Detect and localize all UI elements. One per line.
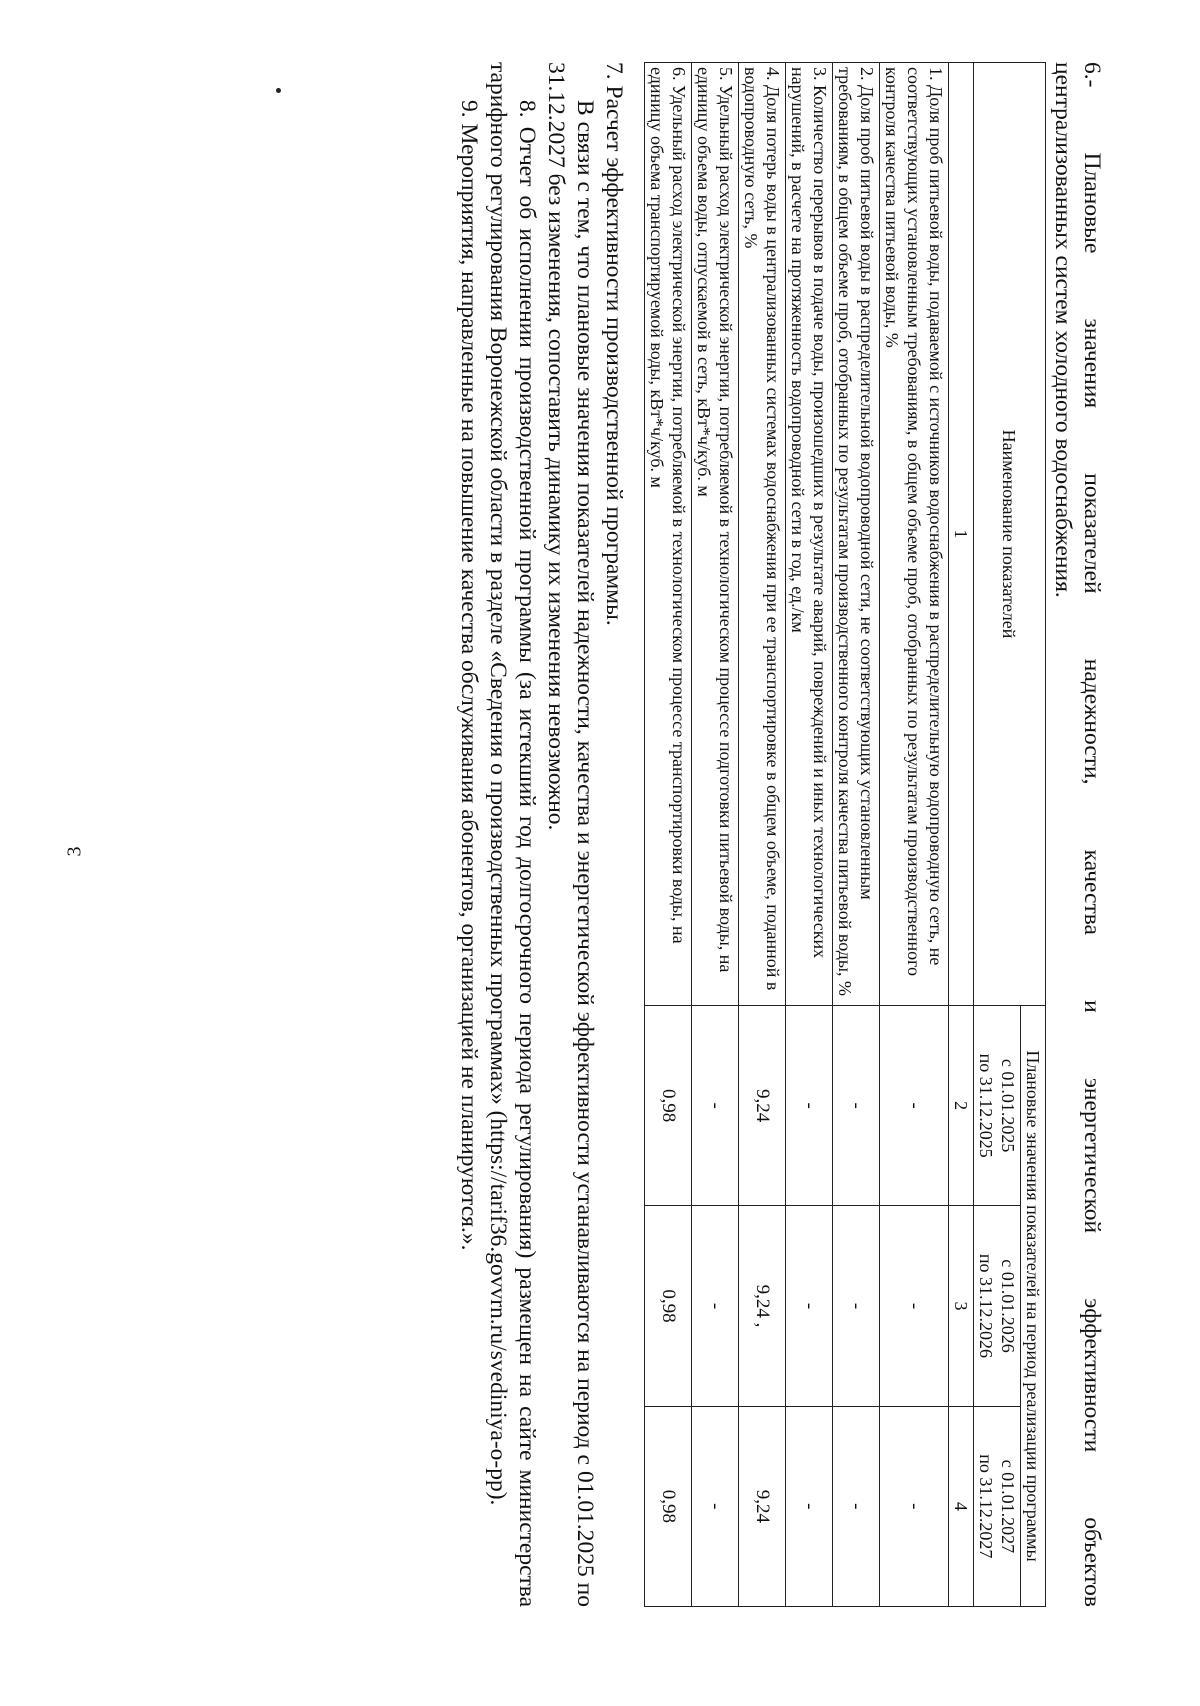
indicator-value: - — [786, 1206, 833, 1406]
indicator-value: - — [833, 1406, 880, 1606]
indicator-value: 9,24 — [739, 1006, 786, 1206]
indicator-name: 3. Количество перерывов в подаче воды, произошедших в результате аварий, повреждений и иных технологических нарушений, в расчете на протяженность водопроводной сети в год, ед./км — [786, 63, 833, 1006]
indicator-value: 9,24 — [739, 1406, 786, 1606]
paragraph-7-title: 7. Расчет эффективности производственной программы. — [601, 62, 627, 626]
table-row — [833, 63, 880, 1607]
page-number: 3 — [63, 846, 86, 857]
paragraph-7-body: В связи с тем, что плановые значения показателей надежности, качества и энергетической эффективности устанавливаются на период с 01.01.2025 по 31.12.2027 без изменения, сопоставить динамику их изменения невозможно. — [543, 62, 598, 1607]
column-number: 2 — [949, 1006, 974, 1206]
period-header: с 01.01.2027 по 31.12.2027 — [974, 1406, 1021, 1606]
indicator-value: 9,24 , — [739, 1206, 786, 1406]
table-row — [692, 63, 739, 1607]
indicator-value: - — [692, 1006, 739, 1206]
period-header: с 01.01.2025 по 31.12.2025 — [974, 1006, 1021, 1206]
indicator-value: - — [692, 1206, 739, 1406]
indicator-value: - — [880, 1006, 949, 1206]
indicator-value: 0,98 — [645, 1006, 692, 1206]
column-number: 1 — [949, 63, 974, 1006]
indicator-name: 2. Доля проб питьевой воды в распределительной водопроводной сети, не соответствующих установленным требованиям, в общем объеме проб, отобранных по результатам производственного контроля качества питьевой воды, % — [833, 63, 880, 1006]
column-number: 4 — [949, 1406, 974, 1606]
indicators-table — [644, 62, 1046, 1607]
indicator-value: - — [786, 1406, 833, 1606]
indicator-value: - — [880, 1206, 949, 1406]
indicator-value: 0,98 — [645, 1406, 692, 1606]
table-row — [880, 63, 949, 1607]
indicator-value: 0,98 — [645, 1206, 692, 1406]
indicator-value: - — [880, 1406, 949, 1606]
section-heading: 6.- Плановые значения показателей надежности, качества и энергетической эффективности объектов — [1079, 62, 1105, 1607]
paragraph-9: 9. Мероприятия, направленные на повышение качества обслуживания абонентов, организацией не планируются.». — [456, 100, 482, 1251]
table-row — [739, 63, 786, 1607]
table-row — [645, 63, 692, 1607]
indicator-value: - — [692, 1406, 739, 1606]
indicator-name: 5. Удельный расход электрической энергии, потребляемой в технологическом процессе подготовки питьевой воды, на единицу объема воды, отпускаемой в сеть, кВт*ч/куб. м — [692, 63, 739, 1006]
table-row — [786, 63, 833, 1607]
paragraph-8: 8. Отчет об исполнении производственной программы (за истекший год долгосрочного периода регулирования) размещен на сайте министерства тарифного регулирования Воронежской области в разделе «Сведения о производственных программах» (https://tarif36.govvrn.ru/svediniya-o-pp). — [485, 62, 540, 1607]
period-header: с 01.01.2026 по 31.12.2026 — [974, 1206, 1021, 1406]
indicator-value: - — [833, 1006, 880, 1206]
rotated-page-content — [8, 0, 1108, 1660]
plan-values-header: Плановые значения показателей на период реализации программы — [1021, 1006, 1046, 1607]
section-heading-continuation: централизованных систем холодного водоснабжения. — [1050, 62, 1076, 598]
indicator-name: 6. Удельный расход электрической энергии, потребляемой в технологическом процессе транспортировки воды, на единицу объема транспортируемой воды, кВт*ч/куб. м — [645, 63, 692, 1006]
indicator-name: 4. Доля потерь воды в централизованных системах водоснабжения при ее транспортировке в общем объеме, поданной в водопроводную сеть, % — [739, 63, 786, 1006]
name-column-header: Наименование показателей — [974, 63, 1046, 1006]
indicator-name: 1. Доля проб питьевой воды, подаваемой с источников водоснабжения в распределительную водопроводную сеть, не соответствующих установленным требованиям, в общем объеме проб, отобранных по результатам производственного контроля качества питьевой воды, % — [880, 63, 949, 1006]
indicator-value: - — [833, 1206, 880, 1406]
indicator-value: - — [786, 1006, 833, 1206]
column-number: 3 — [949, 1206, 974, 1406]
